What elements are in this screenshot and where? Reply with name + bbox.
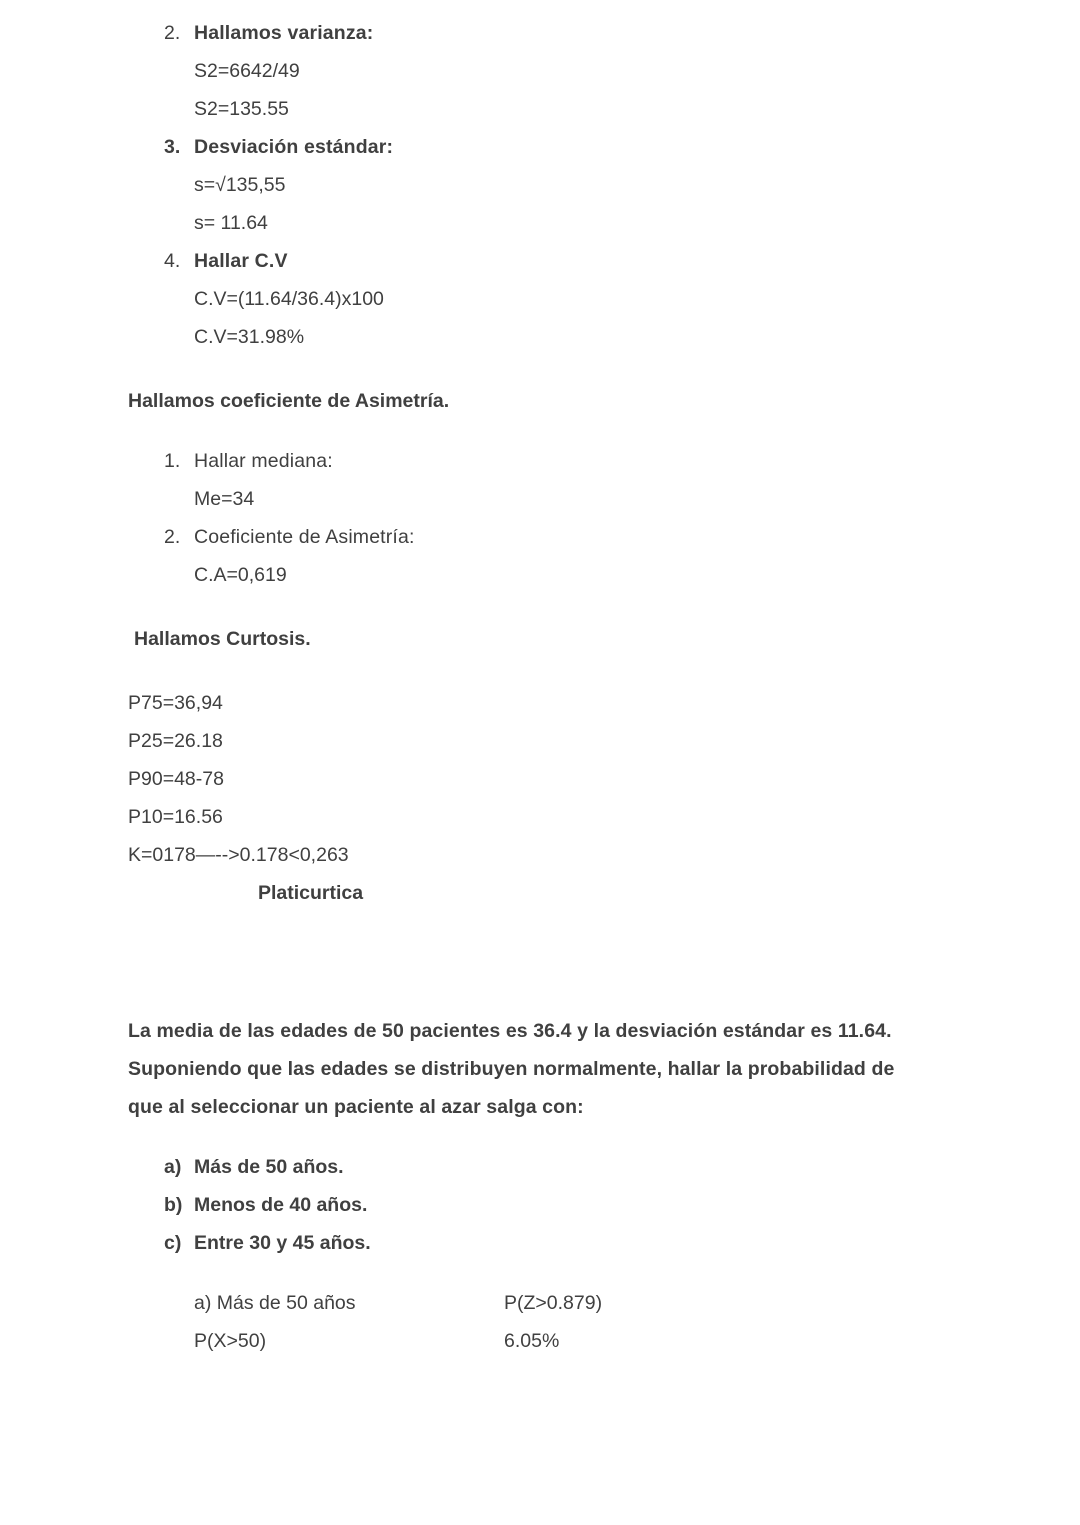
step-line: Me=34 <box>194 488 255 510</box>
step-line: C.V=(11.64/36.4)x100 <box>194 288 384 310</box>
percentile-p90: P90=48-78 <box>128 768 224 790</box>
list-item <box>128 1148 928 1186</box>
answer-left: a) Más de 50 años <box>194 1292 356 1314</box>
list-item <box>128 242 928 356</box>
step-title: Hallar mediana: <box>194 450 333 472</box>
percentile-p25: P25=26.18 <box>128 730 223 752</box>
step-title: Desviación estándar: <box>194 136 394 158</box>
document-body <box>128 14 928 1360</box>
answer-right: 6.05% <box>504 1330 560 1352</box>
list-marker: 1. <box>164 450 181 472</box>
asymmetry-heading: Hallamos coeficiente de Asimetría. <box>128 390 450 412</box>
kurtosis-heading: Hallamos Curtosis. <box>134 628 311 650</box>
step-line: S2=6642/49 <box>194 60 300 82</box>
kurtosis-computation: K=0178—-->0.178<0,263 <box>128 844 349 866</box>
option-label: Más de 50 años. <box>194 1156 344 1178</box>
list-item <box>128 518 928 594</box>
list-item <box>128 14 928 128</box>
step-line: s=√135,55 <box>194 174 286 196</box>
step-title: Hallamos varianza: <box>194 22 374 44</box>
kurtosis-result: Platicurtica <box>258 882 364 904</box>
answer-row <box>194 1322 928 1360</box>
variance-steps-list <box>128 14 928 356</box>
answer-block <box>194 1284 928 1360</box>
problem-options-list <box>128 1148 928 1262</box>
step-title: Coeficiente de Asimetría: <box>194 526 415 548</box>
step-line: C.V=31.98% <box>194 326 305 348</box>
list-item <box>128 1186 928 1224</box>
list-marker: 4. <box>164 250 181 272</box>
list-item <box>128 442 928 518</box>
list-marker: 2. <box>164 22 181 44</box>
percentile-values <box>128 684 928 874</box>
answer-left: P(X>50) <box>194 1330 267 1352</box>
list-marker: c) <box>164 1232 182 1254</box>
option-label: Menos de 40 años. <box>194 1194 368 1216</box>
step-line: C.A=0,619 <box>194 564 287 586</box>
step-line: S2=135.55 <box>194 98 289 120</box>
asymmetry-steps-list <box>128 442 928 594</box>
problem-statement: La media de las edades de 50 pacientes es 36.4 y la desviación estándar es 11.64. Suponiendo que las edades se distribuyen normalmente, hallar la probabilidad de que al seleccionar un paciente al azar salga con: <box>128 1020 895 1118</box>
step-title: Hallar C.V <box>194 250 288 272</box>
answer-row <box>194 1284 928 1322</box>
answer-right: P(Z>0.879) <box>504 1292 603 1314</box>
step-line: s= 11.64 <box>194 212 268 234</box>
percentile-p10: P10=16.56 <box>128 806 223 828</box>
list-marker: b) <box>164 1194 183 1216</box>
option-label: Entre 30 y 45 años. <box>194 1232 371 1254</box>
list-marker: 2. <box>164 526 181 548</box>
list-item <box>128 1224 928 1262</box>
list-item <box>128 128 928 242</box>
percentile-p75: P75=36,94 <box>128 692 223 714</box>
list-marker: a) <box>164 1156 182 1178</box>
list-marker: 3. <box>164 136 181 158</box>
